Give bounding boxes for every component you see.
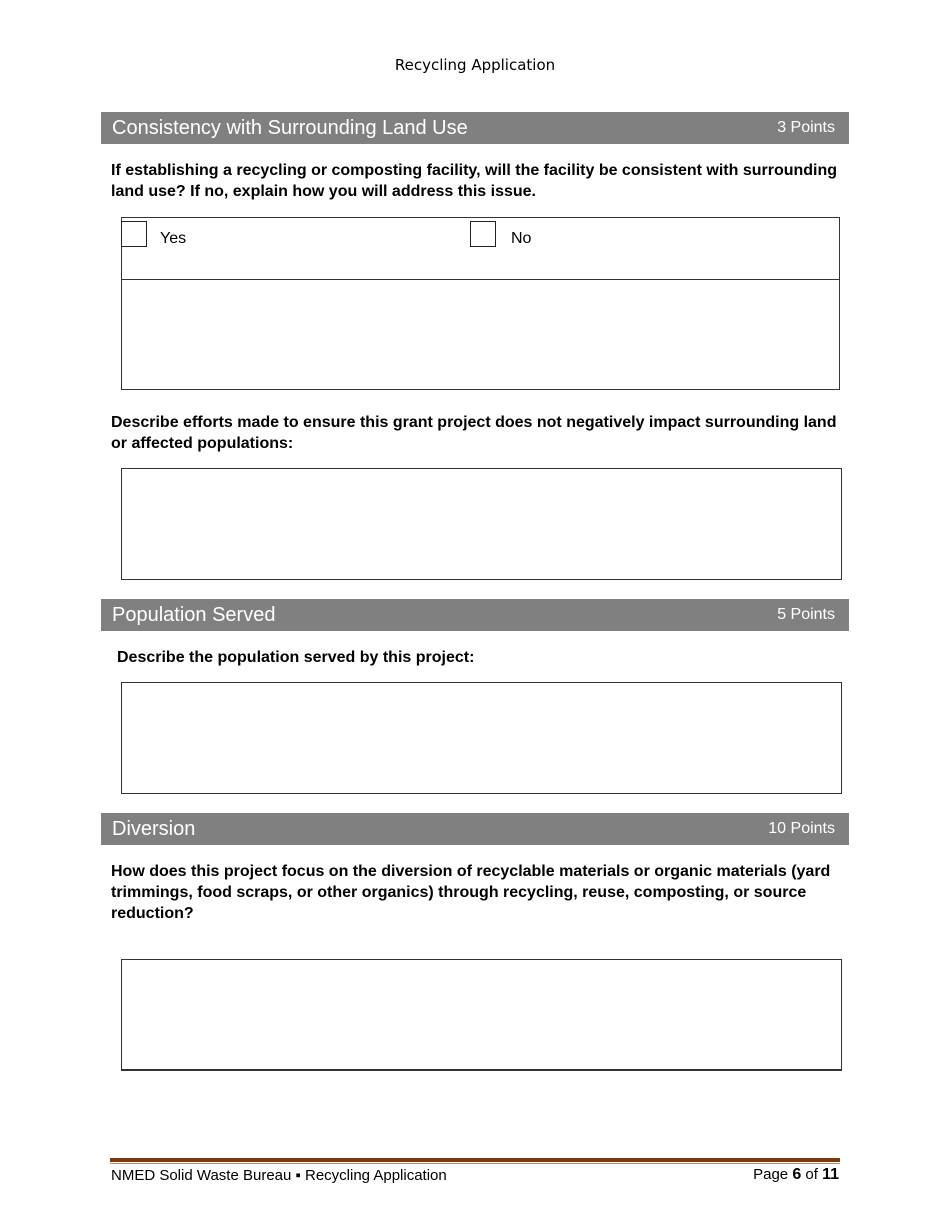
page-header: Recycling Application — [394, 56, 556, 74]
explanation-field[interactable] — [122, 280, 839, 388]
diversion-answer-field[interactable] — [121, 959, 842, 1071]
section-title: Diversion — [112, 817, 196, 840]
section-header-population — [101, 599, 849, 631]
footer-text: NMED Solid Waste Bureau ▪ Recycling Application — [111, 1167, 447, 1184]
section-header-diversion — [101, 813, 849, 845]
question-diversion: How does this project focus on the diversion of recyclable materials or organic materials (yard trimmings, food scraps, or other organics) through recycling, reuse, composting, or source reduction? — [111, 863, 831, 922]
yes-checkbox[interactable] — [121, 221, 147, 247]
section-title: Population Served — [112, 603, 276, 626]
page-number — [753, 1166, 839, 1184]
page-total: 11 — [822, 1166, 839, 1183]
negative-impact-answer-field[interactable] — [121, 468, 842, 580]
section-points: 10 Points — [768, 820, 835, 837]
no-label: No — [511, 230, 532, 247]
yes-label: Yes — [160, 230, 187, 247]
page-of: of — [805, 1166, 818, 1183]
population-answer-field[interactable] — [121, 682, 842, 794]
yes-no-answer-box — [121, 217, 840, 390]
page-current: 6 — [792, 1166, 802, 1183]
footer-rule-thin — [110, 1163, 840, 1164]
question-negative-impact: Describe efforts made to ensure this grant project does not negatively impact surrounding land or affected populations: — [111, 414, 837, 452]
question-population-served: Describe the population served by this project: — [117, 649, 475, 666]
section-points: 3 Points — [777, 119, 835, 136]
section-title: Consistency with Surrounding Land Use — [112, 116, 468, 139]
yes-no-row — [122, 218, 839, 280]
section-header-land-use — [101, 112, 849, 144]
page-prefix: Page — [753, 1166, 789, 1183]
section-points: 5 Points — [777, 606, 835, 623]
question-land-use-consistency: If establishing a recycling or composting facility, will the facility be consistent with surrounding land use? If no, explain how you will address this issue. — [111, 162, 838, 200]
no-checkbox[interactable] — [470, 221, 496, 247]
footer-rule — [110, 1158, 840, 1162]
